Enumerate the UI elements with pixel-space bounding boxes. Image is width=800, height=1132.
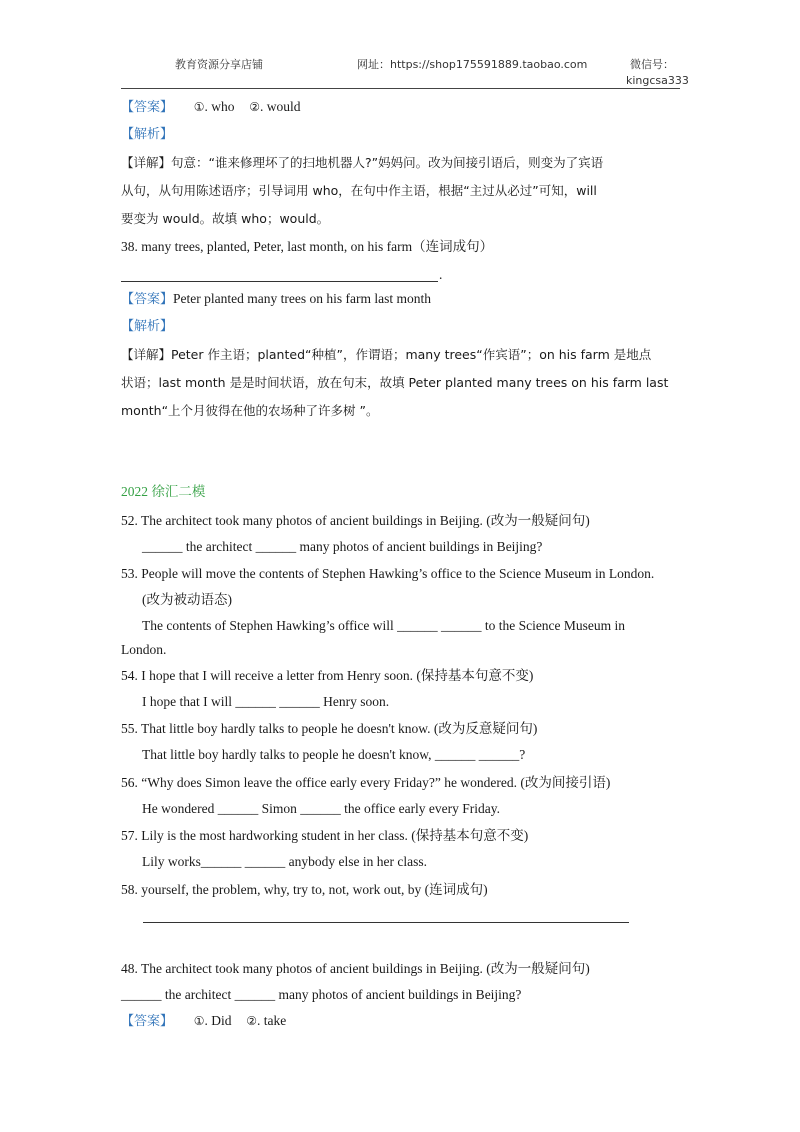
q56-stem: 56. “Why does Simon leave the office early every Friday?” he wondered. (改为间接引语) xyxy=(121,775,611,790)
circled-one: ① xyxy=(193,100,205,114)
q37-detail-line-3: 要变为 would。故填 who；would。 xyxy=(121,211,330,226)
q55-blank-line: That little boy hardly talks to people he doesn't know, ______ ______? xyxy=(142,747,526,762)
q54-stem: 54. I hope that I will receive a letter from Henry soon. (保持基本句意不变) xyxy=(121,668,534,683)
q37-answer-line xyxy=(121,98,301,117)
q38-answer-blank xyxy=(121,281,438,282)
q52-stem: 52. The architect took many photos of ancient buildings in Beijing. (改为一般疑问句) xyxy=(121,513,590,528)
header-url xyxy=(357,56,587,72)
q48-answer-2: . take xyxy=(257,1013,287,1028)
q48-blank-line: ______ the architect ______ many photos of ancient buildings in Beijing? xyxy=(121,987,522,1002)
header-divider xyxy=(121,88,680,89)
q54-blank-line: I hope that I will ______ ______ Henry soon. xyxy=(142,694,390,709)
circled-two: ② xyxy=(249,100,261,114)
q38-detail-line-2: 状语；last month 是是时间状语，放在句末，故填 Peter planted many trees on his farm last xyxy=(121,375,669,390)
q38-answer: Peter planted many trees on his farm last month xyxy=(173,291,431,306)
answer-tag: 【答案】 xyxy=(121,292,174,307)
q38-detail-line-1: 【详解】Peter 作主语；planted“种植”，作谓语；many trees“作宾语”；on his farm 是地点 xyxy=(121,347,652,362)
q58-stem: 58. yourself, the problem, why, try to, not, work out, by (连词成句) xyxy=(121,882,488,897)
q37-detail-line-2: 从句，从句用陈述语序；引导词用 who，在句中作主语，根据“主过从必过”可知，will xyxy=(121,183,597,198)
header-wechat-label: 微信号： xyxy=(630,58,674,71)
header-url-label: 网址： xyxy=(357,58,390,71)
circled-one: ① xyxy=(193,1014,205,1028)
answer-tag: 【答案】 xyxy=(121,1014,174,1029)
q57-blank-line: Lily works______ ______ anybody else in her class. xyxy=(142,854,427,869)
q37-analysis-tag: 【解析】 xyxy=(121,127,174,142)
q56-blank-line: He wondered ______ Simon ______ the office early every Friday. xyxy=(142,801,501,816)
q48-answer-1: . Did xyxy=(204,1013,232,1028)
section-title: 2022 徐汇二模 xyxy=(121,484,206,499)
q53-blank-line-end: London. xyxy=(121,642,167,657)
q38-period: . xyxy=(439,267,443,282)
q53-stem-line-1: 53. People will move the contents of Stephen Hawking’s office to the Science Museum in London. xyxy=(121,566,655,581)
q58-answer-blank xyxy=(143,922,629,923)
header-shop-name: 教育资源分享店铺 xyxy=(175,58,263,71)
q37-answer-1: . who xyxy=(204,99,235,114)
answer-tag: 【答案】 xyxy=(121,100,174,115)
q37-detail-line-1: 【详解】句意：“谁来修理坏了的扫地机器人?”妈妈问。改为间接引语后，则变为了宾语 xyxy=(121,155,604,170)
circled-two: ② xyxy=(246,1014,258,1028)
header-url-link[interactable]: https://shop175591889.taobao.com xyxy=(390,58,588,71)
q53-stem-line-2: (改为被动语态) xyxy=(142,592,232,607)
q38-detail-line-3: month“上个月彼得在他的农场种了许多树 ”。 xyxy=(121,403,379,418)
q53-blank-line: The contents of Stephen Hawking’s office will ______ ______ to the Science Museum in xyxy=(142,618,626,633)
q37-answer-2: . would xyxy=(260,99,301,114)
header-wechat-id: kingcsa333 xyxy=(626,74,689,87)
q38-analysis-tag: 【解析】 xyxy=(121,319,174,334)
q55-stem: 55. That little boy hardly talks to people he doesn't know. (改为反意疑问句) xyxy=(121,721,538,736)
q38-stem: 38. many trees, planted, Peter, last month, on his farm（连词成句） xyxy=(121,239,494,254)
q48-answer-line xyxy=(121,1012,286,1031)
q57-stem: 57. Lily is the most hardworking student in her class. (保持基本句意不变) xyxy=(121,828,529,843)
q48-stem: 48. The architect took many photos of ancient buildings in Beijing. (改为一般疑问句) xyxy=(121,961,590,976)
q52-blank-line: ______ the architect ______ many photos of ancient buildings in Beijing? xyxy=(142,539,543,554)
q38-answer-line xyxy=(121,290,431,309)
